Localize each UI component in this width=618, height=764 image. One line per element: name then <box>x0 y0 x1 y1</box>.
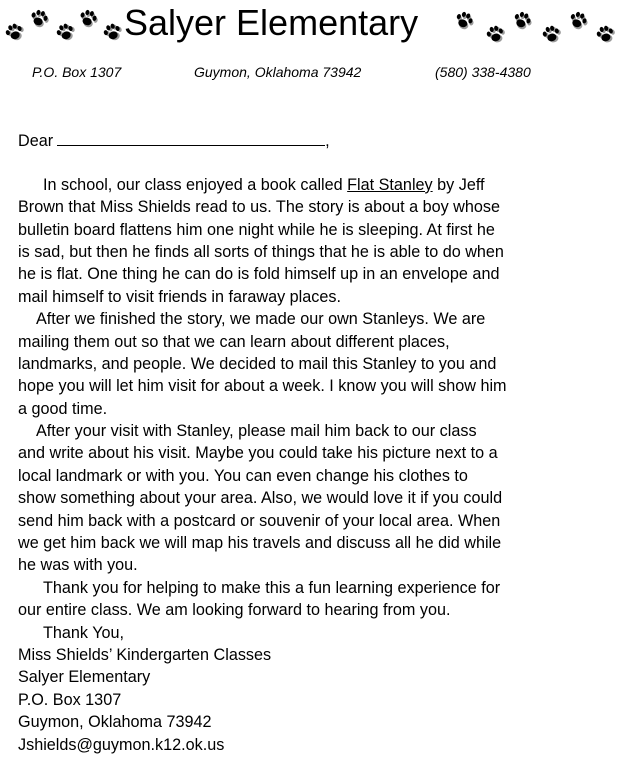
paragraph-3-line: he was with you. <box>18 556 138 575</box>
paragraph-4-text: Thank you for helping to make this a fun learning experience for <box>43 578 501 597</box>
book-title: Flat Stanley <box>347 175 433 194</box>
paragraph-3-line: and write about his visit. Maybe you could take his picture next to a <box>18 444 498 463</box>
paw-print-icon <box>102 22 122 42</box>
paw-print-icon <box>595 24 615 44</box>
paragraph-2-line: mailing them out so that we can learn about different places, <box>18 332 450 351</box>
paragraph-1-line: he is flat. One thing he can do is fold himself up in an envelope and <box>18 265 500 284</box>
school-name-title: Salyer Elementary <box>124 2 419 43</box>
salutation-comma: , <box>325 132 330 150</box>
contact-phone: (580) 338-4380 <box>435 64 531 80</box>
closing: Thank You, <box>43 623 125 642</box>
paw-print-icon <box>485 24 505 44</box>
paw-print-icon <box>29 8 49 28</box>
paw-print-icon <box>55 22 75 42</box>
paragraph-1-line: mail himself to visit friends in faraway places. <box>18 287 341 306</box>
contact-address: P.O. Box 1307 <box>32 64 122 80</box>
recipient-blank-line <box>57 129 325 146</box>
paragraph-2-text: After we finished the story, we made our own Stanleys. We are <box>36 310 486 329</box>
spacer <box>18 151 598 173</box>
paragraph-3-line: send him back with a postcard or souvenir of your local area. When <box>18 511 501 530</box>
letter-body <box>18 129 598 756</box>
paw-print-icon <box>4 22 24 42</box>
paragraph-1-line <box>18 174 598 196</box>
signature-email: Jshields@guymon.k12.ok.us <box>18 735 225 754</box>
paw-print-icon <box>78 8 98 28</box>
paragraph-1-line: Brown that Miss Shields read to us. The story is about a boy whose <box>18 198 500 217</box>
paragraph-3-line: show something about your area. Also, we would love it if you could <box>18 489 503 508</box>
salutation-line <box>18 129 598 151</box>
signature-name: Miss Shields’ Kindergarten Classes <box>18 645 272 664</box>
paragraph-4-line <box>18 577 598 599</box>
letterhead <box>0 0 618 52</box>
paragraph-1-line: bulletin board flattens him one night while he is sleeping. At first he <box>18 220 495 239</box>
signature-school: Salyer Elementary <box>18 668 151 687</box>
paragraph-1-line: is sad, but then he finds all sorts of things that he is able to do when <box>18 242 504 261</box>
paragraph-3-text: After your visit with Stanley, please mail him back to our class <box>36 422 477 441</box>
paragraph-4-line: our entire class. We am looking forward to hearing from you. <box>18 601 451 620</box>
paragraph-3-line: local landmark or with you. You can even change his clothes to <box>18 466 468 485</box>
signature-city: Guymon, Oklahoma 73942 <box>18 713 212 732</box>
paw-print-icon <box>568 10 588 30</box>
paw-print-icon <box>512 10 532 30</box>
signature-box: P.O. Box 1307 <box>18 690 122 709</box>
paragraph-2-line: a good time. <box>18 399 108 418</box>
paragraph-1-text: In school, our class enjoyed a book called <box>43 175 348 194</box>
paragraph-3-line <box>18 420 598 442</box>
paragraph-2-line <box>18 308 598 330</box>
contact-city: Guymon, Oklahoma 73942 <box>194 64 362 80</box>
paragraph-2-line: hope you will let him visit for about a week. I know you will show him <box>18 377 507 396</box>
salutation: Dear <box>18 132 54 150</box>
paw-print-icon <box>541 24 561 44</box>
paragraph-1-text: by Jeff <box>432 175 485 194</box>
closing-line <box>18 622 598 644</box>
paragraph-3-line: we get him back we will map his travels and discuss all he did while <box>18 534 502 553</box>
paw-print-icon <box>454 10 474 30</box>
paragraph-2-line: landmarks, and people. We decided to mail this Stanley to you and <box>18 354 497 373</box>
